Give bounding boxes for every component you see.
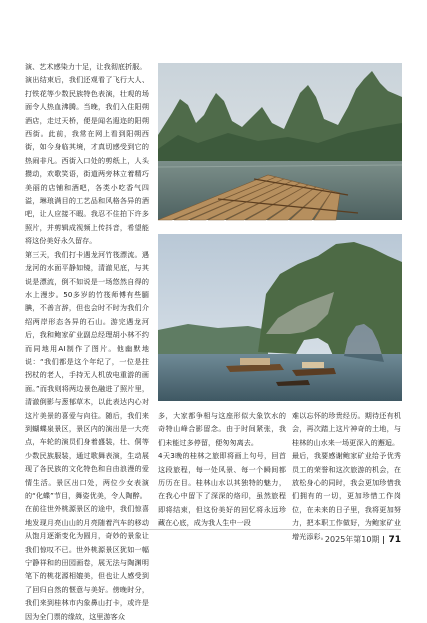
footer-divider [25, 529, 401, 530]
article-column-middle: 多，大家都争相与这座形似大象饮水的奇特山峰合影留念。由于时间紧张，我们未能过多停留，便匆匆离去。 4天3晚的桂林之旅即将画上句号，回首这段旅程，每一处风景、每一个瞬间都历历在目。桂林山水以其独特的魅力，在我心中留下了深深的烙印，虽然旅程即将结束，但这份美好的回忆将永远珍藏在心底，成为我人生中一段 [158, 411, 286, 528]
elephant-trunk-hill-photo [158, 234, 402, 401]
article-column-right: 难以忘怀的珍贵经历。期待还有机会，再次踏上这片神奇的土地，与桂林的山水来一场更深入的邂逅。 最后，我要感谢鲍家矿业给予优秀员工的荣誉和这次旅游的机会，在放松身心的同时，我会更加珍惜我们拥有的一切，更加珍惜工作岗位，在未来的日子里，我将更加努力，把本职工作做好，为鲍家矿业增光添彩。 [292, 411, 401, 541]
footer-separator [383, 536, 384, 544]
page-footer [325, 535, 401, 545]
issue-label: 2025年第10期 [324, 535, 380, 544]
article-column-left: 演、艺术感染力十足，让我彻底折服。 演出结束后，我们还观看了飞行大人、打铁花等少数民族特色表演，壮观的场面令人热血沸腾。当晚，我们入住阳朔酒店，走过天桥，便是闻名遐迩的阳朔西街。此前，我常在网上看到阳朔西街，如今身临其境，才真切感受到它的热闹非凡。西街入口处的剪纸上，人头攒动，欢歌笑语，街道两旁林立着精巧美丽的店铺和酒吧，各类小吃香气四溢，琳琅满目的工艺品和风格各异的酒吧，让人应接不暇。我忍不住拍下许多照片，并剪辑成视频上传抖音，希望能将这份美好永久留存。 第三天，我们打卡遇龙河竹筏漂流。遇龙河的水面平静如镜，清澈见底，与其说是漂流，倒不如说是一场悠然自得的水上漫步。50多岁的竹筏师傅有些腼腆，不善言辞，但也会时不时为我们介绍两岸形态各异的石山。游完遇龙河后，我和鲍家矿业副总经理胡小林不约而同地用AI制作了图片。他幽默地说：“我们都是这个年纪了，一位是拄拐杖的老人，手持无人机放电重游的画面。”而我则将两边景色融进了照片里，清澈倒影与葱郁草木，以此表达内心对这片美景的喜爱与向往。随后，我们来到蝴蝶泉景区，景区内的演出是一大亮点，车轮的演员们身着盛装，壮、侗等少数民族服装，通过歌舞表演，生动展现了各民族的文化特色和自由浪漫的爱情生活。景区出口处，两位少女表演的“化蝶”节目，舞姿优美，令人陶醉。 在前往世外桃源景区的途中，我们惊喜地发现月亮山山的月亮随着汽车的移动从饱月逐渐变化为圆月，奇妙的景象让我们惊叹不已。世外桃源景区犹如一幅宁静祥和的田园画卷，展无法与陶渊明笔下的桃花源相媲美，但也让人感受到了回归自然的惬意与美好。傍晚时分，我们来到桂林市内象鼻山打卡，或许是因为全门票的缘故，这里游客众 [25, 62, 149, 621]
karst-river-bamboo-raft-photo [158, 63, 402, 220]
page-number: 71 [388, 535, 401, 545]
